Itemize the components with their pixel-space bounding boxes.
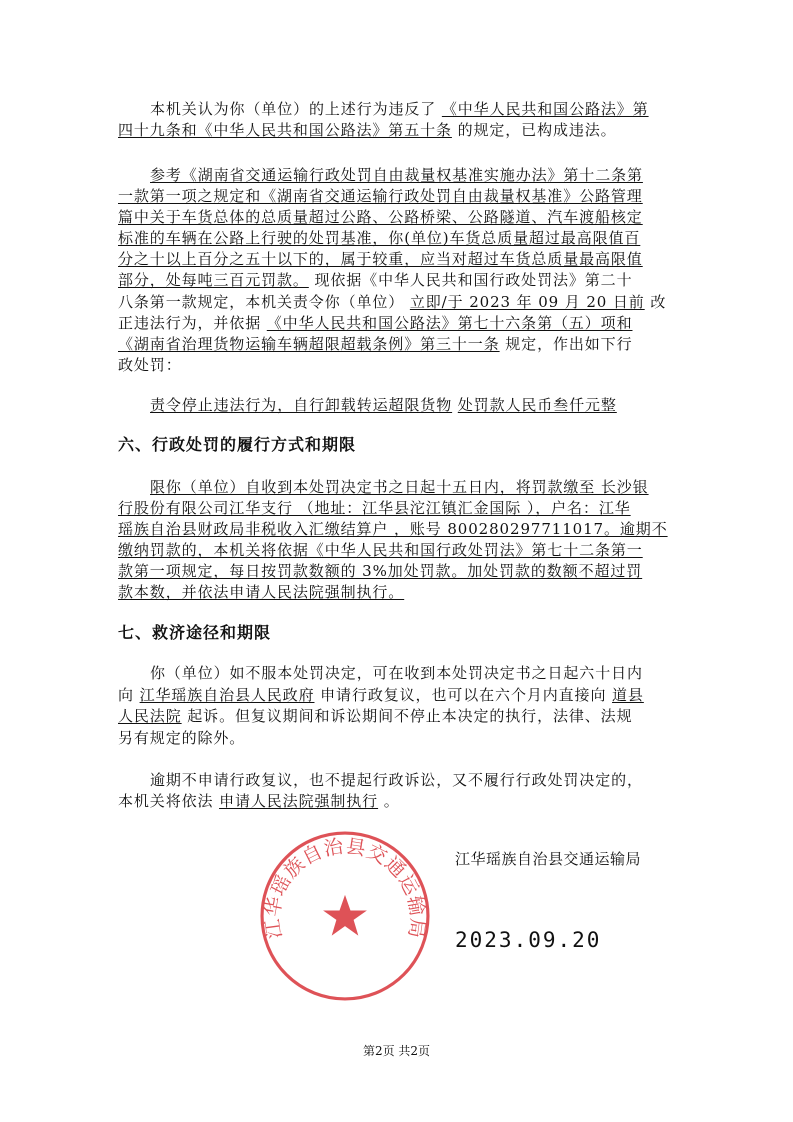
- text: 正违法行为，并依据: [118, 314, 267, 332]
- text: 另有规定的除外。: [118, 729, 246, 747]
- text: 改: [644, 293, 667, 311]
- section-heading-6: 六、行政处罚的履行方式和期限: [118, 435, 357, 454]
- paragraph-2-line: [150, 165, 643, 185]
- text: 政处罚：: [118, 356, 182, 374]
- underlined-text: 《湖南省治理货物运输车辆超限超载条例》第三十一条: [118, 335, 500, 353]
- paragraph-1-line: [118, 120, 617, 140]
- paragraph-3-line: [150, 395, 617, 415]
- text: 的规定，已构成违法。: [451, 121, 617, 139]
- underlined-text: 缴纳罚款的，本机关将依据《中华人民共和国行政处罚法》第七十二条第一: [118, 541, 643, 559]
- text: 逾期不申请行政复议，也不提起行政诉讼，又不履行行政处罚决定的，: [150, 771, 643, 789]
- underlined-text: 四十九条和《中华人民共和国公路法》第五十条: [118, 121, 452, 139]
- paragraph-5-line: [150, 663, 643, 683]
- paragraph-4-line: [118, 498, 631, 518]
- underlined-text: 一款第一项之规定和《湖南省交通运输行政处罚自由裁量权基准》公路管理: [118, 187, 643, 205]
- underlined-text: 责令停止违法行为，自行卸载转运超限货物: [150, 396, 453, 414]
- underlined-text: 道县: [612, 686, 644, 704]
- underlined-text: 款第一项规定，每日按罚款数额的 3%加处罚款。加处罚款的数额不超过罚: [118, 562, 643, 580]
- text: 本机关认为你（单位）的上述行为违反了: [150, 100, 442, 118]
- underlined-text: 款本数，并依法申请人民法院强制执行。: [118, 583, 405, 601]
- text: 规定，作出如下行: [499, 335, 633, 353]
- text: 现依据《中华人民共和国行政处罚法》第二十: [308, 271, 633, 289]
- underlined-text: 标准的车辆在公路上行驶的处罚基准，你(单位)车货总质量超过最高限值百: [118, 229, 641, 247]
- paragraph-2-line: [118, 334, 632, 354]
- underlined-text: 《中华人民共和国公路法》第七十六条第（五）项和: [266, 314, 633, 332]
- paragraph-2-line: [118, 270, 632, 290]
- paragraph-2-line: [118, 228, 640, 248]
- paragraph-2-line: [118, 292, 666, 312]
- text: 申请行政复议，也可以在六个月内直接向: [314, 686, 613, 704]
- underlined-text: 《中华人民共和国公路法》第: [441, 100, 649, 118]
- paragraph-5-line: [118, 706, 632, 726]
- seal-text: 江华瑶族自治县交通运输局: [260, 834, 430, 941]
- text: 向: [118, 686, 140, 704]
- underlined-text: 申请人民法院强制执行: [219, 792, 379, 810]
- issuing-agency: 江华瑶族自治县交通运输局: [455, 850, 642, 868]
- underlined-text: 篇中关于车货总体的总质量超过公路、公路桥梁、公路隧道、汽车渡船核定: [118, 208, 643, 226]
- underlined-text: 处罚款人民币叁仟元整: [457, 396, 617, 414]
- paragraph-4-line: [118, 540, 643, 560]
- paragraph-2-line: [118, 313, 632, 333]
- text: 你（单位）如不服本处罚决定，可在收到本处罚决定书之日起六十日内: [150, 664, 643, 682]
- text: 本机关将依法: [118, 792, 220, 810]
- underlined-text: 瑶族自治县财政局非税收入汇缴结算户 ，账号 800280297711017。逾期不: [118, 520, 668, 538]
- paragraph-4-line: [150, 477, 649, 497]
- official-seal: [255, 826, 435, 1006]
- paragraph-4-line: [118, 582, 404, 602]
- text: 。: [378, 792, 400, 810]
- paragraph-1-line: [150, 99, 649, 119]
- paragraph-4-line: [118, 519, 668, 539]
- paragraph-2-line: [118, 249, 643, 269]
- underlined-text: 人民法院: [118, 707, 182, 725]
- underlined-text: 行股份有限公司江华支行 （地址：江华县沱江镇汇金国际 ），户名：江华: [118, 499, 631, 517]
- underlined-text: 江华瑶族自治县人民政府: [139, 686, 315, 704]
- underlined-text: 参考《湖南省交通运输行政处罚自由裁量权基准实施办法》第十二条第: [150, 166, 643, 184]
- text: 起诉。但复议期间和诉讼期间不停止本决定的执行，法律、法规: [181, 707, 633, 725]
- star-icon: [323, 895, 367, 936]
- paragraph-6-line: [118, 791, 400, 811]
- text: 八条第一款规定，本机关责令你（单位）: [118, 293, 410, 311]
- underlined-text: 立即/于 2023 年 09 月 20 日前: [409, 293, 645, 311]
- page-footer: 第2页 共2页: [362, 1044, 431, 1058]
- paragraph-6-line: [150, 770, 643, 790]
- paragraph-5-line: [118, 685, 644, 705]
- paragraph-2-line: [118, 186, 643, 206]
- paragraph-5-line: [118, 728, 245, 748]
- paragraph-2-line: [118, 207, 643, 227]
- underlined-text: 分之十以上百分之五十以下的，属于较重，应当对超过车货总质量最高限值: [118, 250, 643, 268]
- section-heading-7: 七、救济途径和期限: [118, 623, 272, 642]
- underlined-text: 限你（单位）自收到本处罚决定书之日起十五日内，将罚款缴至 长沙银: [150, 478, 649, 496]
- underlined-text: 部分，处每吨三百元罚款。: [118, 271, 309, 289]
- paragraph-2-line: [118, 355, 182, 375]
- paragraph-4-line: [118, 561, 642, 581]
- issue-date: 2023.09.20: [455, 928, 602, 952]
